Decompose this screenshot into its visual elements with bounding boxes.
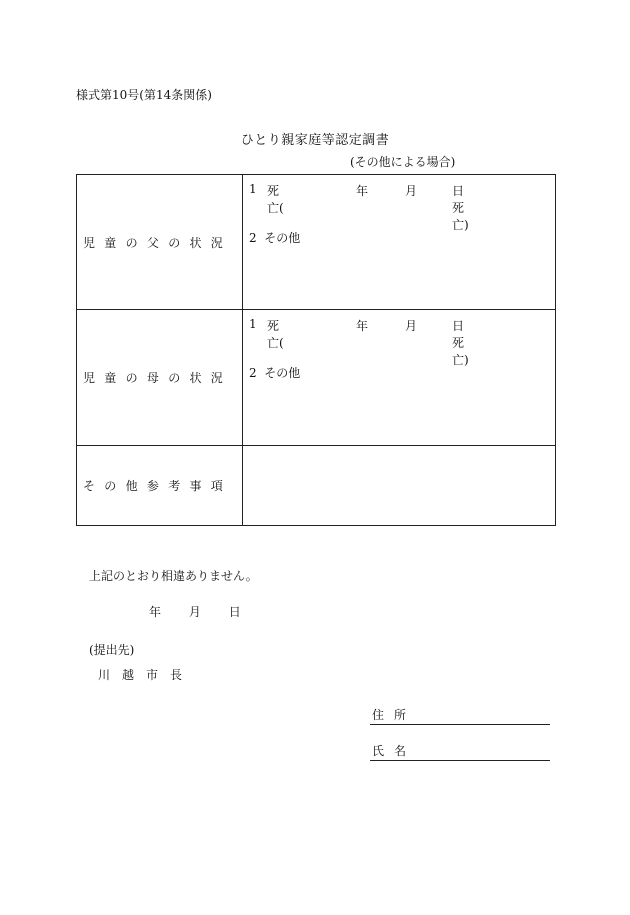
- death-label: 死 亡(: [267, 319, 292, 351]
- month-label: 月: [405, 319, 418, 334]
- option-number: 1: [249, 182, 257, 196]
- table-row-father: [77, 175, 556, 310]
- date-day-label: 日: [228, 605, 241, 619]
- father-status-label-cell: [77, 175, 243, 310]
- table-row-mother: [77, 310, 556, 445]
- death-label: 死 亡(: [267, 184, 292, 215]
- name-label: 氏名: [372, 744, 417, 758]
- option-number: 2: [249, 366, 257, 381]
- mother-other-option[interactable]: [249, 364, 300, 381]
- address-label: 住所: [372, 708, 417, 722]
- year-label: 年: [356, 184, 369, 198]
- name-field[interactable]: [370, 742, 550, 761]
- other-label: その他: [264, 366, 301, 381]
- other-notes-label: その他参考事項: [83, 478, 233, 493]
- date-year-label: 年: [149, 605, 162, 619]
- date-month-label: 月: [188, 605, 201, 619]
- mother-status-field[interactable]: [243, 310, 556, 445]
- other-label: その他: [264, 231, 301, 245]
- form-number: 様式第10号(第14条関係): [76, 88, 212, 102]
- father-status-label: 児童の父の状況: [83, 235, 233, 250]
- document-title: ひとり親家庭等認定調書: [240, 133, 390, 148]
- table-row-other-notes: [77, 445, 556, 525]
- certification-table: [76, 174, 556, 526]
- other-notes-label-cell: [77, 445, 243, 525]
- day-death-label: 日死亡): [452, 319, 469, 368]
- document-subtitle: (その他による場合): [350, 155, 456, 169]
- father-status-field[interactable]: [243, 175, 556, 310]
- day-death-label: 日死亡): [452, 184, 469, 232]
- other-notes-field[interactable]: [243, 445, 556, 525]
- mother-status-label: 児童の母の状況: [83, 371, 233, 386]
- declaration-statement: 上記のとおり相違ありません。: [89, 569, 258, 583]
- date-line[interactable]: [149, 603, 241, 620]
- mother-status-label-cell: [77, 310, 243, 445]
- option-number: 2: [249, 231, 257, 245]
- submit-to-label: (提出先): [89, 643, 135, 657]
- month-label: 月: [405, 184, 418, 198]
- address-field[interactable]: [370, 706, 550, 725]
- option-number: 1: [249, 317, 257, 332]
- father-other-option[interactable]: [249, 229, 300, 246]
- year-label: 年: [356, 319, 369, 334]
- submit-to-recipient: 川越市長: [98, 668, 195, 682]
